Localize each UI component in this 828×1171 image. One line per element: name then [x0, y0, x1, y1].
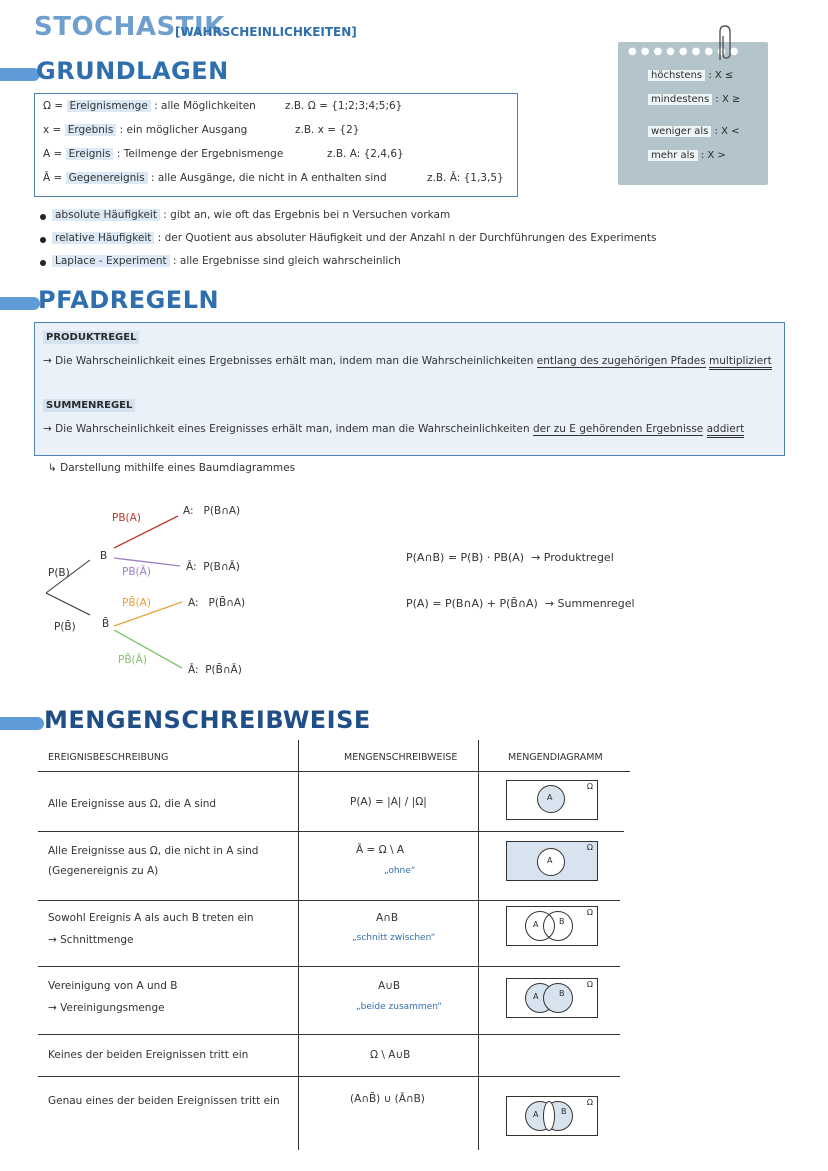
- pfad-box: [34, 322, 785, 456]
- row-math: (A∩B̄) ∪ (Ā∩B): [350, 1093, 425, 1105]
- row-math: A∪B: [378, 980, 401, 992]
- bullet-dot: [40, 237, 46, 243]
- row-desc: Keines der beiden Ereignissen tritt ein: [48, 1049, 249, 1061]
- venn-diagram: Ω A B: [506, 906, 598, 946]
- note-holes: ●●●●●●●●●: [628, 46, 743, 57]
- table-header: MENGENDIAGRAMM: [508, 752, 603, 763]
- definition: : ein möglicher Ausgang: [119, 124, 248, 136]
- row-note: „schnitt zwischen“: [352, 933, 436, 943]
- def-row-1: [43, 100, 256, 112]
- tree-caption: ↳ Darstellung mithilfe eines Baumdiagrammes: [48, 462, 296, 474]
- bullet-item: relative Häufigkeit : der Quotient aus absoluter Häufigkeit und der Anzahl n der Durchführungen des Experiments: [52, 232, 657, 244]
- example: z.B. x = {2}: [295, 124, 360, 136]
- row-math: Ω \ A∪B: [370, 1049, 411, 1061]
- def-row-2: [43, 124, 247, 136]
- paperclip-icon: [714, 24, 736, 64]
- section-bar: [0, 297, 40, 310]
- symbol: A =: [43, 148, 63, 160]
- prob-nbna: PB̄(Ā): [118, 654, 147, 666]
- leaf-bna: Ā: P(B∩Ā): [186, 561, 240, 573]
- row-desc: Genau eines der beiden Ereignissen tritt ein: [48, 1095, 280, 1107]
- row-desc: Vereinigung von A und B: [48, 980, 178, 992]
- table-divider: [478, 740, 479, 1150]
- term: Ereignismenge: [67, 100, 151, 112]
- definition: : Teilmenge der Ergebnismenge: [116, 148, 284, 160]
- table-divider: [38, 1076, 620, 1077]
- row-desc: Alle Ereignisse aus Ω, die nicht in A sind: [48, 845, 259, 857]
- table-divider: [38, 771, 630, 772]
- grundlagen-box: [34, 93, 518, 197]
- leaf-nba: A: P(B̄∩A): [188, 597, 246, 609]
- term: Gegenereignis: [66, 172, 148, 184]
- formula-summe: P(A) = P(B∩A) + P(B̄∩A) → Summenregel: [406, 597, 635, 610]
- row-desc: Sowohl Ereignis A als auch B treten ein: [48, 912, 254, 924]
- row-desc: (Gegenereignis zu A): [48, 865, 159, 877]
- leaf-nbna: Ā: P(B̄∩Ā): [188, 664, 242, 676]
- note-row: mindestens : X ≥: [648, 94, 740, 105]
- formula-produkt: P(A∩B) = P(B) · PB(A) → Produktregel: [406, 551, 614, 564]
- prob-nba: PB̄(A): [122, 597, 151, 609]
- venn-diagram: Ω A B: [506, 1096, 598, 1136]
- table-header: MENGENSCHREIBWEISE: [344, 752, 458, 763]
- section-title-pfadregeln: PFADREGELN: [38, 286, 220, 314]
- symbol: Ω =: [43, 100, 64, 112]
- produktregel-title: PRODUKTREGEL: [43, 331, 139, 344]
- symbol: x =: [43, 124, 62, 136]
- node-b: B: [100, 550, 108, 562]
- summenregel-text: → Die Wahrscheinlichkeit eines Ereignisses erhält man, indem man die Wahrscheinlichkeiten der zu E gehörenden Ergebnisse addiert: [43, 423, 744, 435]
- table-divider: [38, 900, 620, 901]
- prob-nb: P(B̄): [54, 621, 76, 633]
- prob-bna: PB(Ā): [122, 566, 151, 578]
- section-title-mengen: MENGENSCHREIBWEISE: [44, 706, 371, 734]
- row-note: „ohne“: [384, 866, 416, 876]
- row-math: A∩B: [376, 912, 399, 924]
- row-note: „beide zusammen“: [356, 1002, 442, 1012]
- row-desc: → Schnittmenge: [48, 934, 134, 946]
- row-desc: Alle Ereignisse aus Ω, die A sind: [48, 798, 217, 810]
- row-desc: → Vereinigungsmenge: [48, 1002, 165, 1014]
- section-bar: [0, 717, 44, 730]
- definition: : alle Möglichkeiten: [154, 100, 256, 112]
- venn-diagram: Ω A B: [506, 978, 598, 1018]
- page-title: STOCHASTIK: [34, 12, 225, 42]
- note-row: mehr als : X >: [648, 150, 726, 161]
- example: z.B. A: {2,4,6}: [327, 148, 404, 160]
- row-math: P(A) = |A| / |Ω|: [350, 796, 427, 808]
- term: Ergebnis: [65, 124, 117, 136]
- def-row-3: [43, 148, 283, 160]
- prob-b: P(B): [48, 567, 70, 579]
- definition: : alle Ausgänge, die nicht in A enthalten sind: [151, 172, 387, 184]
- prob-ba: PB(A): [112, 512, 141, 524]
- produktregel-text: → Die Wahrscheinlichkeit eines Ergebnisses erhält man, indem man die Wahrscheinlichkeiten entlang des zugehörigen Pfades multipliziert: [43, 355, 772, 367]
- branch-bna: [114, 558, 180, 566]
- def-row-4: [43, 172, 387, 184]
- note-row: höchstens : X ≤: [648, 70, 733, 81]
- branch-nb: [46, 593, 90, 615]
- table-header: EREIGNISBESCHREIBUNG: [48, 752, 169, 763]
- venn-diagram: Ω A: [506, 780, 598, 820]
- bullet-dot: [40, 260, 46, 266]
- table-divider: [38, 1034, 620, 1035]
- example: z.B. Ω = {1;2;3;4;5;6}: [285, 100, 403, 112]
- bullet-dot: [40, 214, 46, 220]
- bullet-item: absolute Häufigkeit : gibt an, wie oft das Ergebnis bei n Versuchen vorkam: [52, 209, 450, 221]
- row-math: Ā = Ω \ A: [356, 844, 405, 856]
- sticky-note: [618, 42, 768, 185]
- venn-diagram: Ω A: [506, 841, 598, 881]
- term: Ereignis: [66, 148, 114, 160]
- node-nb: B̄: [102, 618, 110, 630]
- section-bar: [0, 68, 40, 81]
- page-subtitle: [WAHRSCHEINLICHKEITEN]: [175, 25, 357, 39]
- note-row: weniger als : X <: [648, 126, 740, 137]
- symbol: Ā =: [43, 172, 63, 184]
- table-divider: [38, 831, 624, 832]
- summenregel-title: SUMMENREGEL: [43, 399, 135, 412]
- section-title-grundlagen: GRUNDLAGEN: [36, 57, 229, 85]
- table-divider: [298, 740, 299, 1150]
- leaf-ba: A: P(B∩A): [183, 505, 241, 517]
- example: z.B. Ā: {1,3,5}: [427, 172, 504, 184]
- table-divider: [38, 966, 620, 967]
- bullet-item: Laplace - Experiment : alle Ergebnisse sind gleich wahrscheinlich: [52, 255, 401, 267]
